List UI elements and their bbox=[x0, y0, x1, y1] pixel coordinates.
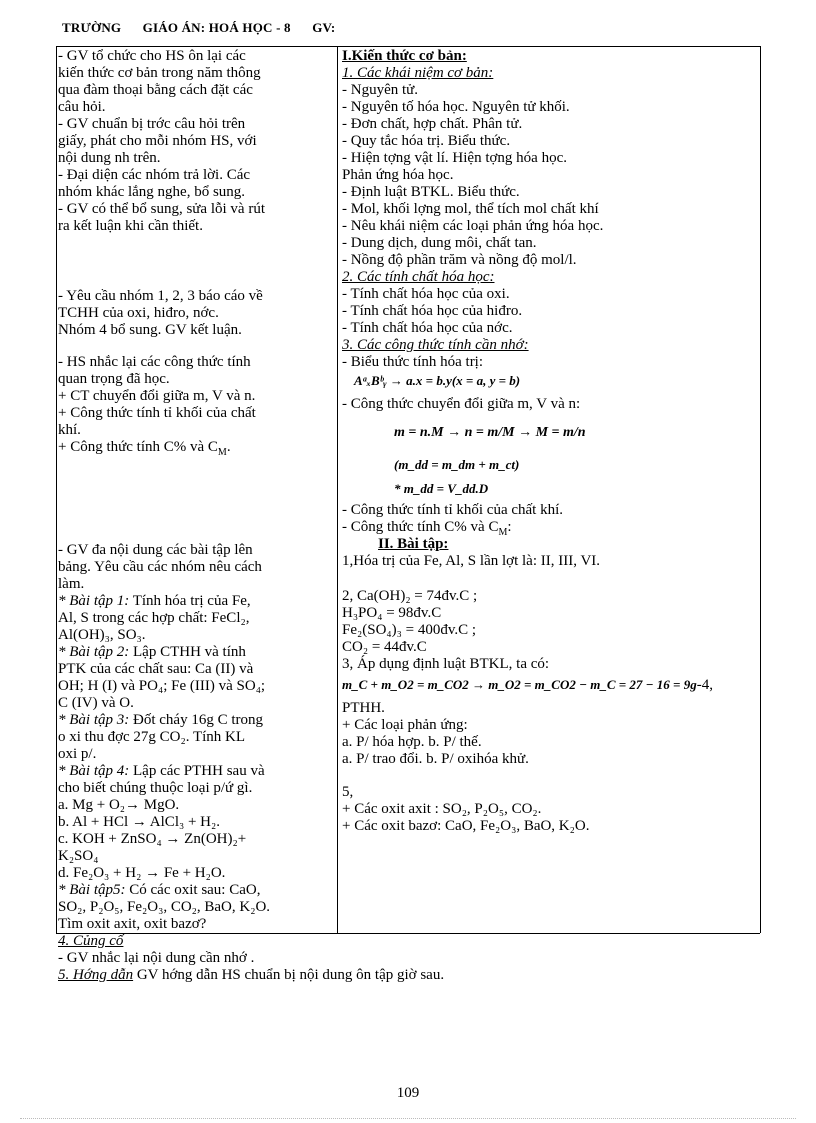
answer-5: 5, + Các oxit axit : SO₂, P₂O₅, CO₂. + Các oxit bazơ: CaO, Fe₂O₃, BaO, K₂O. bbox=[342, 784, 590, 834]
lesson-footer: 4. Củng cố - GV nhắc lại nội dung cần nhớ . 5. Hớng dẫn GV hớng dẫn HS chuẩn bị nội dung ôn tập giờ sau. bbox=[58, 933, 445, 983]
section-basic-knowledge: I.Kiến thức cơ bản: 1. Các khái niệm cơ bản: - Nguyên tử. - Nguyên tố hóa học. Nguyên tử khối. - Đơn chất, hợp chất. Phân tử. - Quy tắc hóa trị. Biểu thức. - Hiện tợng vật lí. Hiện tợng hóa học. Phản ứng hóa học. - Định luật BTKL. Biểu thức. - Mol, khối lợng mol, thể tích mol chất khí - Nêu khái niệm các loại phản ứng hóa học. - Dung dịch, dung môi, chất tan. - Nồng độ phần trăm và nồng độ mol/l. 2. Các tính chất hóa học: - Tính chất hóa học của oxi. - Tính chất hóa học của hiđro. - Tính chất hóa học của nớc. 3. Các công thức tính cần nhớ: - Biểu thức tính hóa trị: bbox=[342, 48, 604, 370]
formula-mole: m = n.M → n = m/M → M = m/n bbox=[394, 425, 586, 440]
formula-density: * m_dd = V_dd.D bbox=[394, 481, 489, 496]
activity-review: - GV tổ chức cho HS ôn lại các kiến thức cơ bản trong năm thông qua đàm thoại bằng cách đặt các câu hỏi. - GV chuẩn bị trớc câu hỏi trên giấy, phát cho mỗi nhóm HS, với nội dung nh trên. - Đại diện các nhóm trả lời. Các nhóm khác lắng nghe, bổ sung. - GV có thể bổ sung, sửa lỗi và rút ra kết luận khi cần thiết. bbox=[58, 48, 265, 234]
answer-3-formula: m_C + m_O2 = m_CO2 → m_O2 = m_CO2 − m_C = 27 − 16 = 9g-4, bbox=[342, 677, 713, 693]
activity-exercises: - GV đa nội dung các bài tập lên bảng. Yêu cầu các nhóm nêu cách làm. * Bài tập 1: Tính hóa trị của Fe, Al, S trong các hợp chất: FeCl₂, Al(OH)₃, SO₃. * Bài tập 2: Lập CTHH và tính PTK của các chất sau: Ca (II) và OH; H (I) và PO₄; Fe (III) và SO₄; C (IV) và O. * Bài tập 3: Đốt cháy 16g C trong o xi thu đợc 27g CO₂. Tính KL oxi p/. * Bài tập 4: Lập các PTHH sau và cho biết chúng thuộc loại p/ứ gì. a. Mg + O₂→ MgO. b. Al + HCl → AlCl₃ + H₂. c. KOH + ZnSO₄ → Zn(OH)₂+ K₂SO₄ d. Fe₂O₃ + H₂ → Fe + H₂O. * Bài tập5: Có các oxit sau: CaO, SO₂, P₂O₅, Fe₂O₃, CO₂, BaO, K₂O. Tìm oxit axit, oxit bazơ? bbox=[58, 542, 271, 932]
formula-notes: - Công thức tính tỉ khối của chất khí. - Công thức tính C% và $C_M$: bbox=[342, 502, 564, 538]
formula-valence: AᵃₓBᵇᵧ → a.x = b.y(x = a, y = b) bbox=[354, 373, 521, 388]
school-label: TRƯỜNG bbox=[62, 20, 122, 35]
page-header bbox=[62, 20, 353, 36]
answer-2: 2, Ca(OH)₂ = 74đv.C ; H₃PO₄ = 98đv.C Fe₂(SO₄)₃ = 400đv.C ; CO₂ = 44đv.C 3, Áp dụng định luật BTKL, ta có: bbox=[342, 588, 550, 672]
table-divider bbox=[337, 46, 338, 933]
guidance-heading: 5. Hớng dẫn bbox=[58, 967, 134, 983]
table-border-left bbox=[56, 46, 57, 933]
subject-label: GIÁO ÁN: HOÁ HỌC - 8 bbox=[142, 20, 291, 35]
answer-4: PTHH. + Các loại phản ứng: a. P/ hóa hợp. b. P/ thế. a. P/ trao đổi. b. P/ oxihóa khử. bbox=[342, 700, 529, 767]
activity-formulas: - HS nhắc lại các công thức tính quan trọng đã học. + CT chuyển đổi giữa m, V và n. + Công thức tính tỉ khối của chất khí. + Công thức tính C% và $C_M$. bbox=[58, 354, 256, 458]
table-border-right bbox=[760, 46, 761, 933]
consolidation-heading: 4. Củng cố bbox=[58, 933, 124, 949]
teacher-label: GV: bbox=[312, 20, 336, 35]
page-edge-divider bbox=[20, 1118, 796, 1119]
page-number: 109 bbox=[396, 1085, 420, 1101]
formula-solution-mass: (m_dd = m_dm + m_ct) bbox=[394, 457, 520, 472]
activity-groups: - Yêu cầu nhóm 1, 2, 3 báo cáo về TCHH của oxi, hiđro, nớc. Nhóm 4 bổ sung. GV kết luận. bbox=[58, 288, 263, 338]
section-exercises-title: II. Bài tập: bbox=[378, 536, 449, 552]
section-title: I.Kiến thức cơ bản: bbox=[342, 48, 467, 64]
